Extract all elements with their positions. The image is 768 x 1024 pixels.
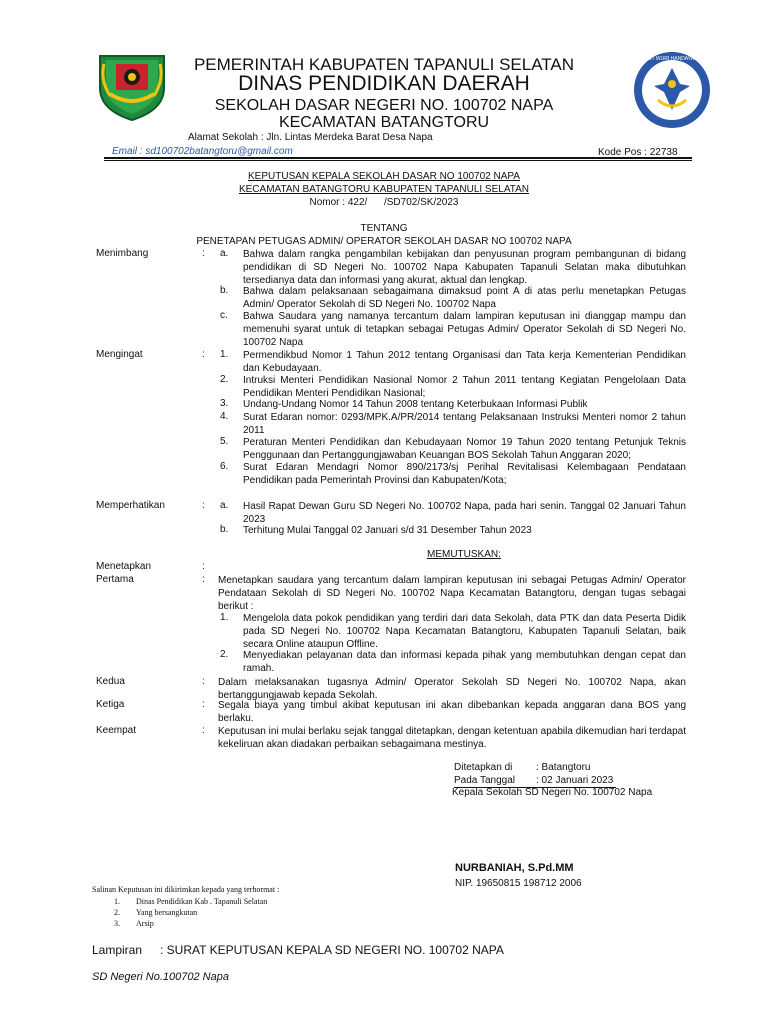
tanggal-label: Pada Tanggal: [454, 774, 536, 788]
memperhatikan-item: Hasil Rapat Dewan Guru SD Negeri No. 100702 Napa, pada hari senin. Tanggal 02 Januari Tahun 2023: [243, 501, 686, 525]
list-marker: 5.: [220, 436, 229, 447]
ketiga-text: Segala biaya yang timbul akibat keputusan ini akan dibebankan kepada anggaran dana BOS yang berlaku.: [218, 700, 686, 724]
school-email: Email : sd100702batangtoru@gmail.com: [112, 146, 293, 157]
logo-ring-text: TUT WURI HANDAYANI: [644, 56, 700, 62]
list-marker: 3.: [220, 398, 229, 409]
list-marker: a.: [220, 248, 229, 259]
menimbang-item: Bahwa dalam pelaksanaan sebagaimana dimaksud point A di atas perlu menetapkan Petugas Admin/ Operator Sekolah di SD Negeri No. 100702 Napa: [243, 286, 686, 310]
postal-code: Kode Pos : 22738: [598, 147, 678, 158]
salinan-item: Dinas Pendidikan Kab . Tapanuli Selatan: [136, 897, 268, 906]
decree-subject: PENETAPAN PETUGAS ADMIN/ OPERATOR SEKOLAH DASAR NO 100702 NAPA: [196, 236, 572, 247]
header-school: SEKOLAH DASAR NEGERI NO. 100702 NAPA: [214, 97, 554, 114]
list-marker: 2.: [220, 374, 229, 385]
keempat-text: Keputusan ini mulai berlaku sejak tanggal ditetapkan, dengan ketentuan apabila dikemudian hari terdapat kekeliruan akan diadakan perbaikan sebagaimana mestinya.: [218, 726, 686, 750]
list-marker: a.: [220, 500, 229, 511]
ditetapkan-value: : Batangtoru: [536, 762, 591, 773]
colon: :: [202, 561, 205, 572]
footer-school: SD Negeri No.100702 Napa: [92, 971, 229, 983]
keempat-label: Keempat: [96, 725, 137, 736]
decree-title: KEPUTUSAN KEPALA SEKOLAH DASAR NO 100702 NAPA: [248, 171, 520, 182]
salinan-title: Salinan Keputusan ini dikirimkan kepada yang terhormat :: [92, 885, 280, 894]
salinan-item: Yang bersangkutan: [136, 908, 198, 917]
decree-subtitle: KECAMATAN BATANGTORU KABUPATEN TAPANULI SELATAN: [238, 184, 530, 195]
decree-tentang: TENTANG: [360, 223, 408, 234]
header-rule-thick: [104, 157, 692, 159]
colon: :: [202, 349, 205, 360]
list-marker: 6.: [220, 461, 229, 472]
lampiran-label: Lampiran: [92, 943, 143, 957]
colon: :: [202, 725, 205, 736]
mengingat-item: Surat Edaran nomor: 0293/MPK.A/PR/2014 tentang Pelaksanaan Instruksi Menteri nomor 2 tahun 2011: [243, 412, 686, 436]
header-district: KECAMATAN BATANGTORU: [278, 114, 490, 131]
mengingat-item: Surat Edaran Mendagri Nomor 890/2173/sj Perihal Revitalisasi Kelembagaan Pendataan Pendidikan pada Pemerintah Provinsi dan Kabupaten/Kota;: [243, 462, 686, 486]
signatory-position: Kepala Sekolah SD Negeri No. 100702 Napa: [452, 787, 653, 798]
pertama-item: Menyediakan pelayanan data dan informasi kepada pihak yang membutuhkan dengan cepat dan ramah.: [243, 650, 686, 674]
mengingat-item: Undang-Undang Nomor 14 Tahun 2008 tentang Keterbukaan Informasi Publik: [243, 399, 588, 410]
header-government: PEMERINTAH KABUPATEN TAPANULI SELATAN: [193, 55, 575, 74]
salinan-item: Arsip: [136, 919, 154, 928]
decree-number: Nomor : 422/ /SD702/SK/2023: [309, 197, 459, 208]
mengingat-item: Intruksi Menteri Pendidikan Nasional Nomor 2 Tahun 2011 tentang Kegiatan Pengelolaan Data Pendidikan Menteri Pendidikan Nasional;: [243, 375, 686, 399]
colon: :: [202, 248, 205, 259]
list-marker: 1.: [220, 349, 229, 360]
kedua-text: Dalam melaksanakan tugasnya Admin/ Operator Sekolah SD Negeri No. 100702 Napa, akan bertanggungjawab kepada Sekolah.: [218, 677, 686, 701]
memperhatikan-label: Memperhatikan: [96, 500, 165, 511]
mengingat-item: Peraturan Menteri Pendidikan dan Kebudayaan Nomor 19 Tahun 2020 tentang Petunjuk Teknis Penggunaan dan Pertanggungjawaban Keuangan BOS Sekolah Tahun Anggaran 2020;: [243, 437, 686, 461]
mengingat-label: Mengingat: [96, 349, 143, 360]
memutuskan-heading: MEMUTUSKAN:: [427, 549, 501, 560]
colon: :: [202, 676, 205, 687]
menimbang-label: Menimbang: [96, 248, 149, 259]
list-marker: c.: [220, 310, 228, 321]
kedua-label: Kedua: [96, 676, 125, 687]
colon: :: [202, 574, 205, 585]
tanggal-value: : 02 Januari 2023: [536, 774, 616, 788]
list-marker: 1.: [114, 897, 120, 906]
memperhatikan-item: Terhitung Mulai Tanggal 02 Januari s/d 31 Desember Tahun 2023: [243, 525, 532, 536]
mengingat-item: Permendikbud Nomor 1 Tahun 2012 tentang Organisasi dan Tata kerja Kementerian Pendidikan dan Kebudayaan.: [243, 350, 686, 374]
signatory-name: NURBANIAH, S.Pd.MM: [455, 862, 574, 874]
pertama-text: Menetapkan saudara yang tercantum dalam lampiran keputusan ini sebagai Petugas Admin/ Operator Pendataan Sekolah di SD Negeri No. 100702 Napa Kecamatan Batangtoru, dengan tugas sebagai berikut :: [218, 575, 686, 612]
header-rule-thin: [104, 160, 692, 161]
menimbang-item: Bahwa dalam rangka pengambilan kebijakan dan penyusunan program pembangunan di bidang pendidikan di SD Negeri No. 100702 Napa Kabupaten Tapanuli Selatan maka dibutuhkan tersedianya data dan informasi yang akurat, aktual dan lengkap.: [243, 249, 686, 286]
list-marker: 2.: [220, 649, 229, 660]
pertama-item: Mengelola data pokok pendidikan yang terdiri dari data Sekolah, data PTK dan data Peserta Didik pada SD Negeri No. 100702 Napa Kecamatan Batangtoru, Kabupaten Tapanuli Selatan, baik secara Online ataupun Offline.: [243, 613, 686, 650]
menetapkan-label: Menetapkan: [96, 561, 152, 572]
pertama-label: Pertama: [96, 574, 134, 585]
ketiga-label: Ketiga: [96, 699, 125, 710]
signatory-nip: NIP. 19650815 198712 2006: [455, 878, 582, 889]
list-marker: 3.: [114, 919, 120, 928]
colon: :: [202, 500, 205, 511]
header-department: DINAS PENDIDIKAN DAERAH: [238, 72, 530, 95]
list-marker: 2.: [114, 908, 120, 917]
colon: :: [202, 699, 205, 710]
list-marker: 1.: [220, 612, 229, 623]
menimbang-item: Bahwa Saudara yang namanya tercantum dalam lampiran keputusan ini dianggap mampu dan memenuhi syarat untuk di tetapkan sebagai Petugas Admin/ Operator Sekolah di SD Negeri No. 100702 Napa: [243, 311, 686, 348]
lampiran-text: : SURAT KEPUTUSAN KEPALA SD NEGERI NO. 100702 NAPA: [160, 943, 504, 957]
list-marker: b.: [220, 524, 229, 535]
list-marker: b.: [220, 285, 229, 296]
school-address: Alamat Sekolah : Jln. Lintas Merdeka Barat Desa Napa: [188, 132, 433, 143]
list-marker: 4.: [220, 411, 229, 422]
ditetapkan-label: Ditetapkan di: [454, 762, 513, 773]
